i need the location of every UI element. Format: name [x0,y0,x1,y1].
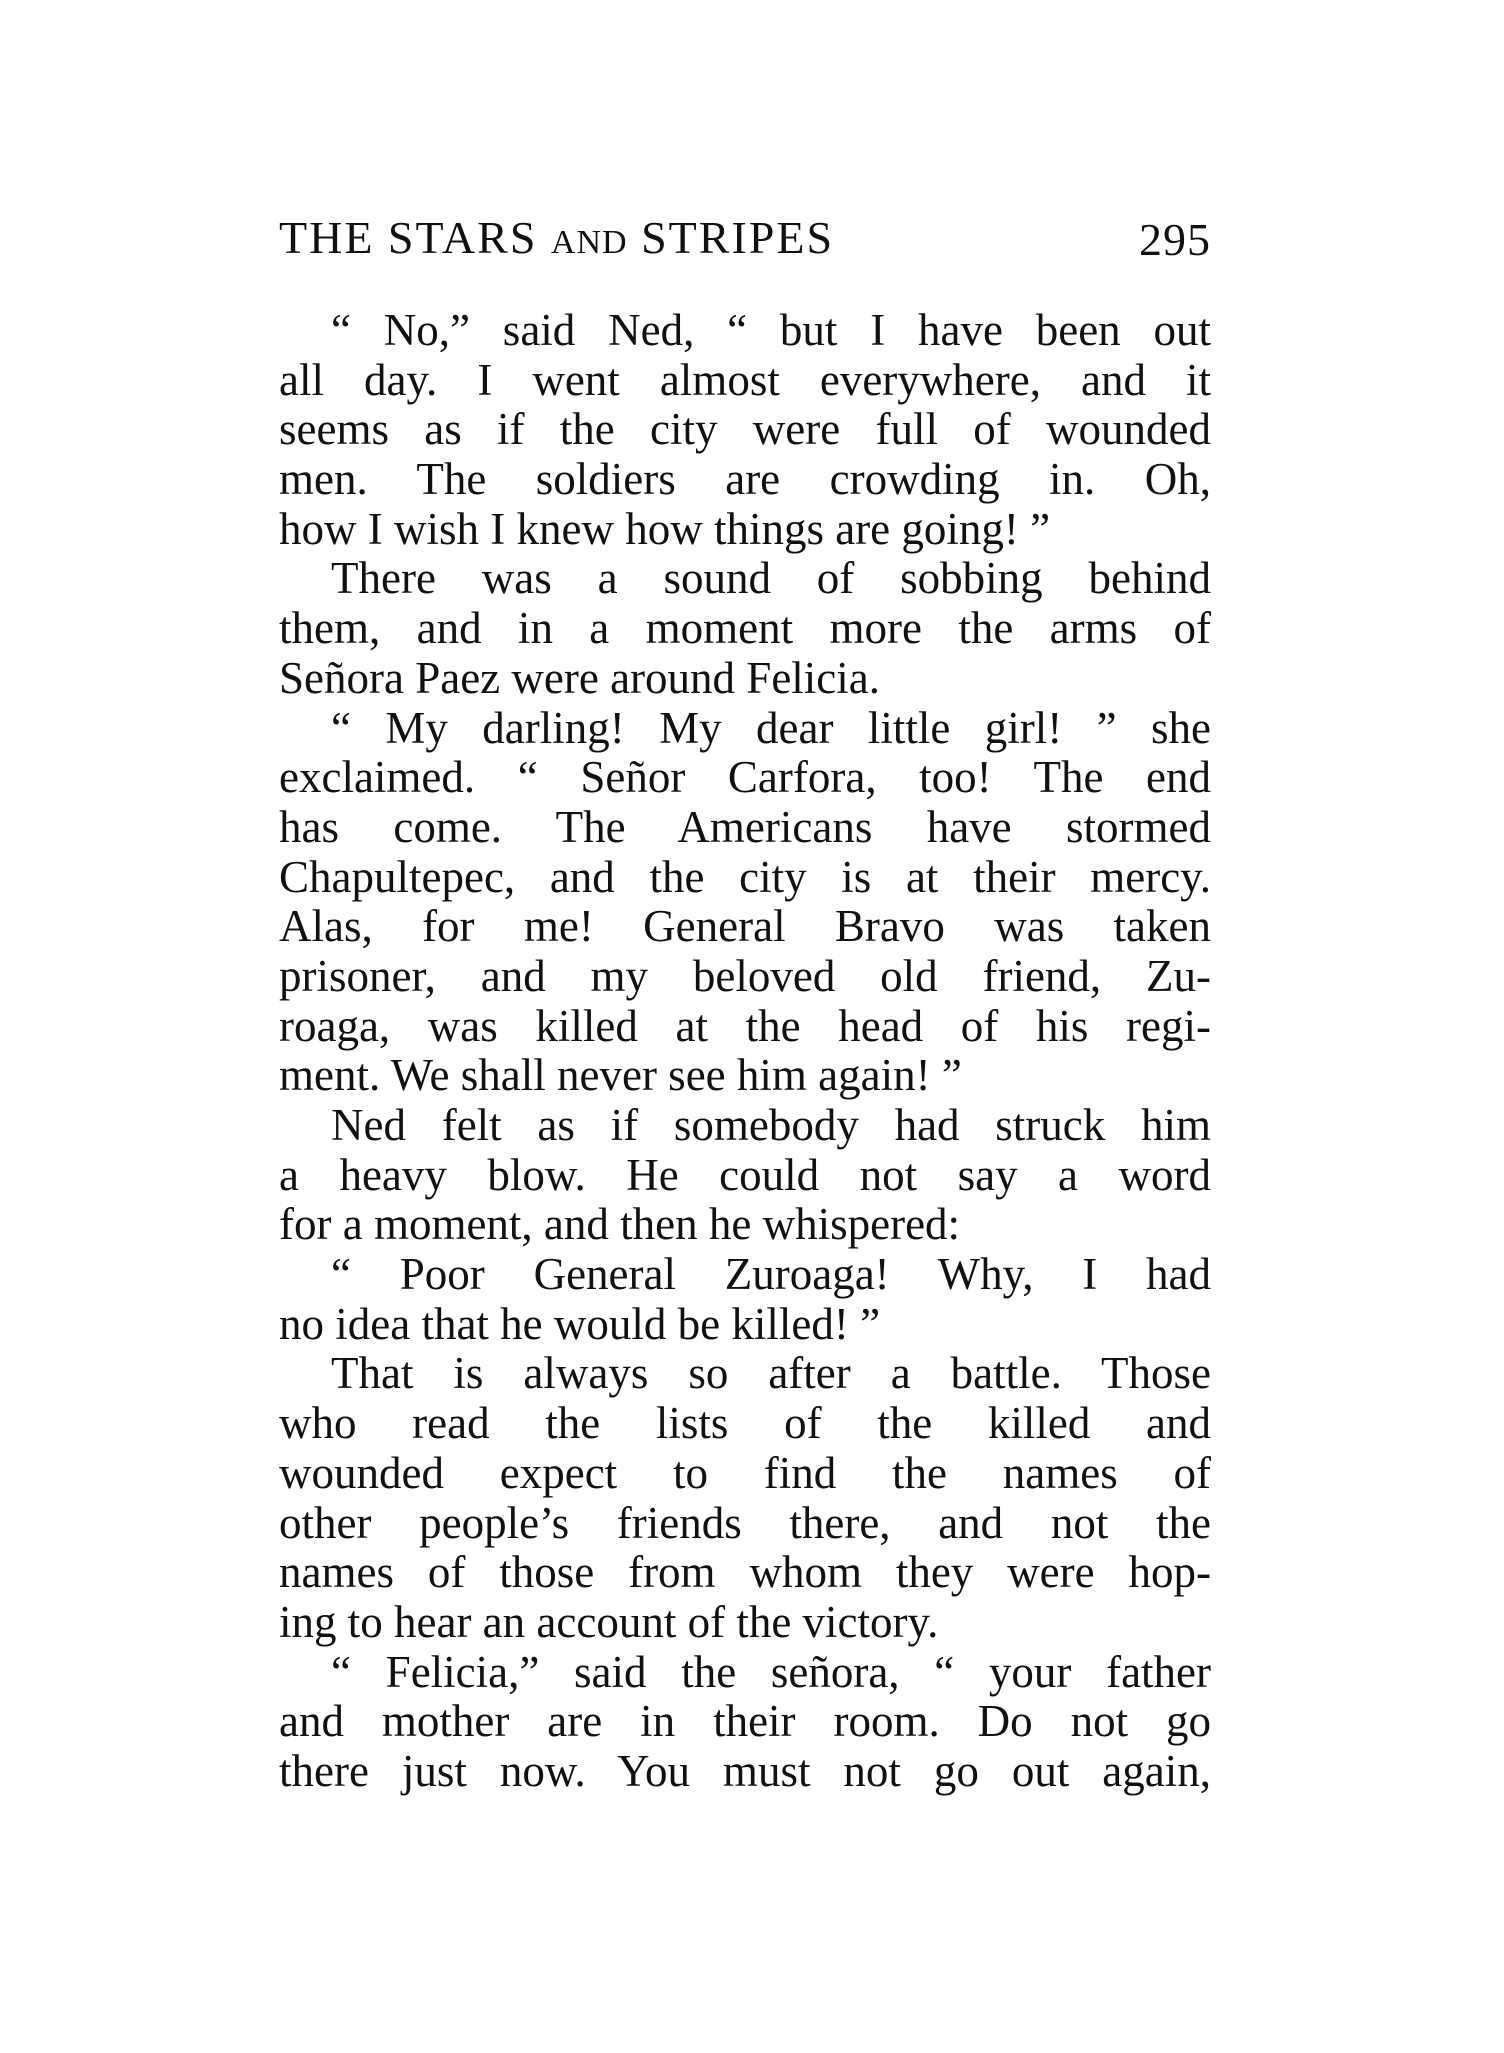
text-line: names of those from whom they were hop- [279,1547,1211,1598]
text-line: Alas, for me! General Bravo was taken [279,901,1211,952]
text-line: for a moment, and then he whispered: [279,1199,961,1250]
text-line: all day. I went almost everywhere, and it [279,354,1211,405]
text-line: “ No,” said Ned, “ but I have been out [331,305,1211,355]
text-line: Ned felt as if somebody had struck him [331,1100,1211,1150]
text-line: ment. We shall never see him again! ” [279,1050,962,1101]
text-line: has come. The Americans have stormed [279,801,1211,852]
page-number: 295 [1139,214,1211,265]
text-line: a heavy blow. He could not say a word [279,1149,1211,1200]
text-line: Señora Paez were around Felicia. [279,652,880,703]
text-line: seems as if the city were full of wounded [279,404,1211,455]
text-line: other people’s friends there, and not the [279,1497,1211,1548]
text-line: them, and in a moment more the arms of [279,603,1211,654]
running-title-and: AND [550,224,628,261]
text-line: there just now. You must not go out again, [279,1745,1211,1796]
text-line: Chapultepec, and the city is at their mercy. [279,851,1211,902]
text-line: who read the lists of the killed and [279,1398,1211,1449]
text-line: There was a sound of sobbing behind [331,553,1211,604]
page-header [279,206,1211,270]
text-line: “ Poor General Zuroaga! Why, I had [331,1249,1211,1300]
running-title [279,206,834,275]
text-line: no idea that he would be killed! ” [279,1298,881,1349]
text-line: and mother are in their room. Do not go [279,1696,1211,1747]
running-title-end: STRIPES [627,212,835,263]
text-line: roaga, was killed at the head of his regi- [279,1000,1211,1051]
text-line: exclaimed. “ Señor Carfora, too! The end [279,752,1211,803]
text-line: “ Felicia,” said the señora, “ your father [331,1646,1211,1697]
body-text [279,306,1211,1797]
running-title-main: THE STARS [279,212,551,263]
text-line: That is always so after a battle. Those [331,1348,1211,1399]
text-line: men. The soldiers are crowding in. Oh, [279,454,1211,505]
text-line: “ My darling! My dear little girl! ” she [331,702,1211,753]
text-line: prisoner, and my beloved old friend, Zu- [279,950,1211,1001]
text-line: how I wish I knew how things are going! ” [279,503,1051,554]
text-line: wounded expect to find the names of [279,1447,1211,1498]
text-line: ing to hear an account of the victory. [279,1596,939,1647]
